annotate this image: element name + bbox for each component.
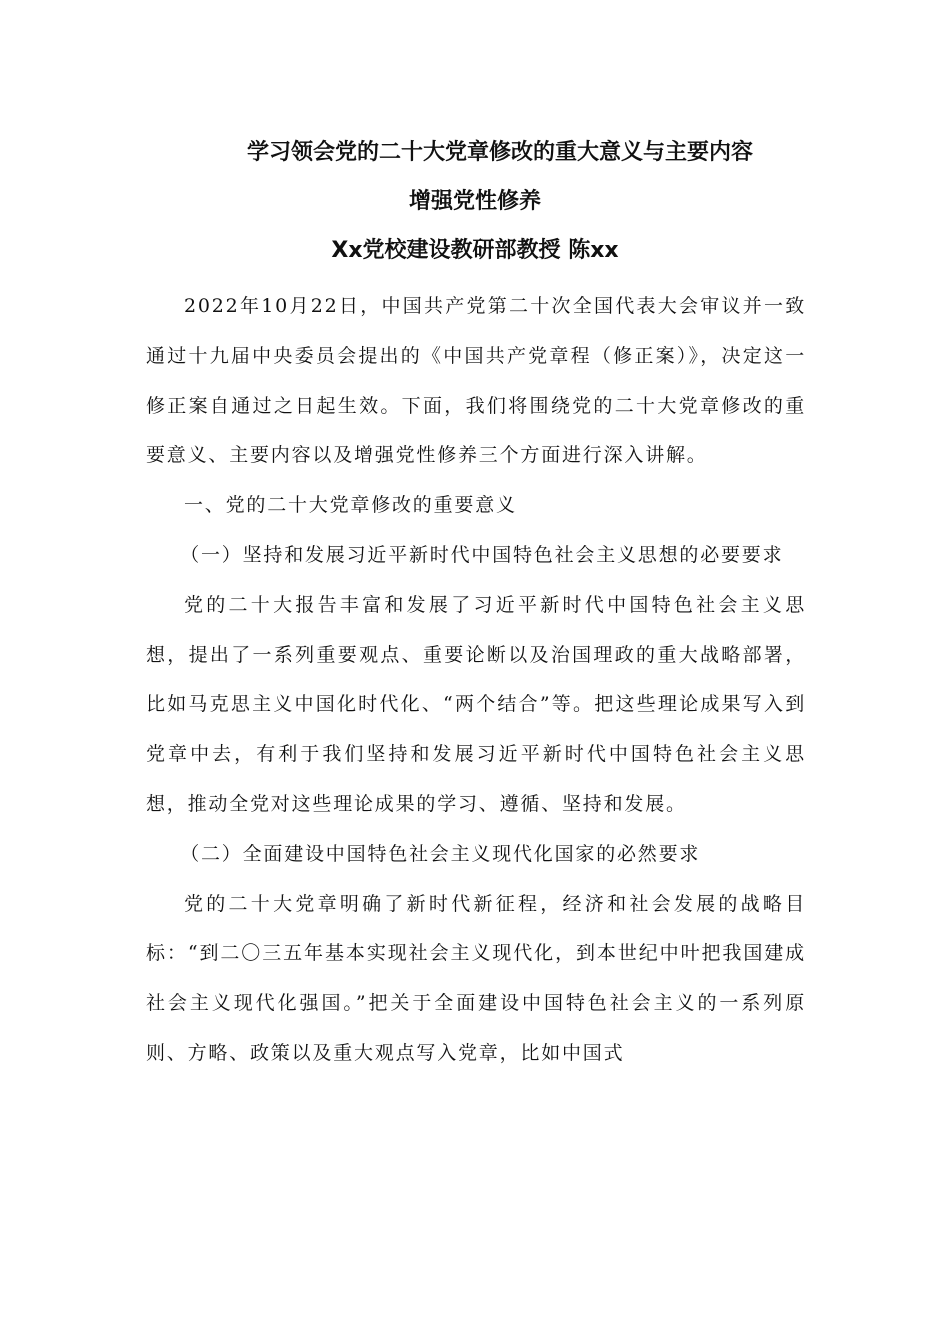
subsection-heading-2: （二）全面建设中国特色社会主义现代化国家的必然要求 [180, 842, 701, 865]
body-paragraph-2: 党的二十大党章明确了新时代新征程，经济和社会发展的战略目标：“到二〇三五年基本实现社会主义现代化，到本世纪中叶把我国建成社会主义现代化强国。”把关于全面建设中国特色社会主义的一系列原则、方略、政策以及重大观点写入党章，比如中国式 [146, 892, 806, 1064]
body-paragraph-1: 党的二十大报告丰富和发展了习近平新时代中国特色社会主义思想，提出了一系列重要观点、重要论断以及治国理政的重大战略部署，比如马克思主义中国化时代化、“两个结合”等。把这些理论成果写入到党章中去，有利于我们坚持和发展习近平新时代中国特色社会主义思想，推动全党对这些理论成果的学习、遵循、坚持和发展。 [146, 593, 806, 815]
intro-paragraph: 2022年10月22日，中国共产党第二十次全国代表大会审议并一致通过十九届中央委员会提出的《中国共产党章程（修正案）》，决定这一修正案自通过之日起生效。下面，我们将围绕党的二十大党章修改的重要意义、主要内容以及增强党性修养三个方面进行深入讲解。 [146, 295, 806, 467]
document-title: 学习领会党的二十大党章修改的重大意义与主要内容 [246, 140, 753, 165]
author-line: Xx党校建设教研部教授 陈xx [331, 238, 619, 263]
section-heading-1: 一、党的二十大党章修改的重要意义 [184, 494, 517, 517]
document-body [146, 282, 806, 1079]
document-subtitle: 增强党性修养 [408, 189, 541, 214]
subsection-heading-1: （一）坚持和发展习近平新时代中国特色社会主义思想的必要要求 [180, 543, 784, 566]
